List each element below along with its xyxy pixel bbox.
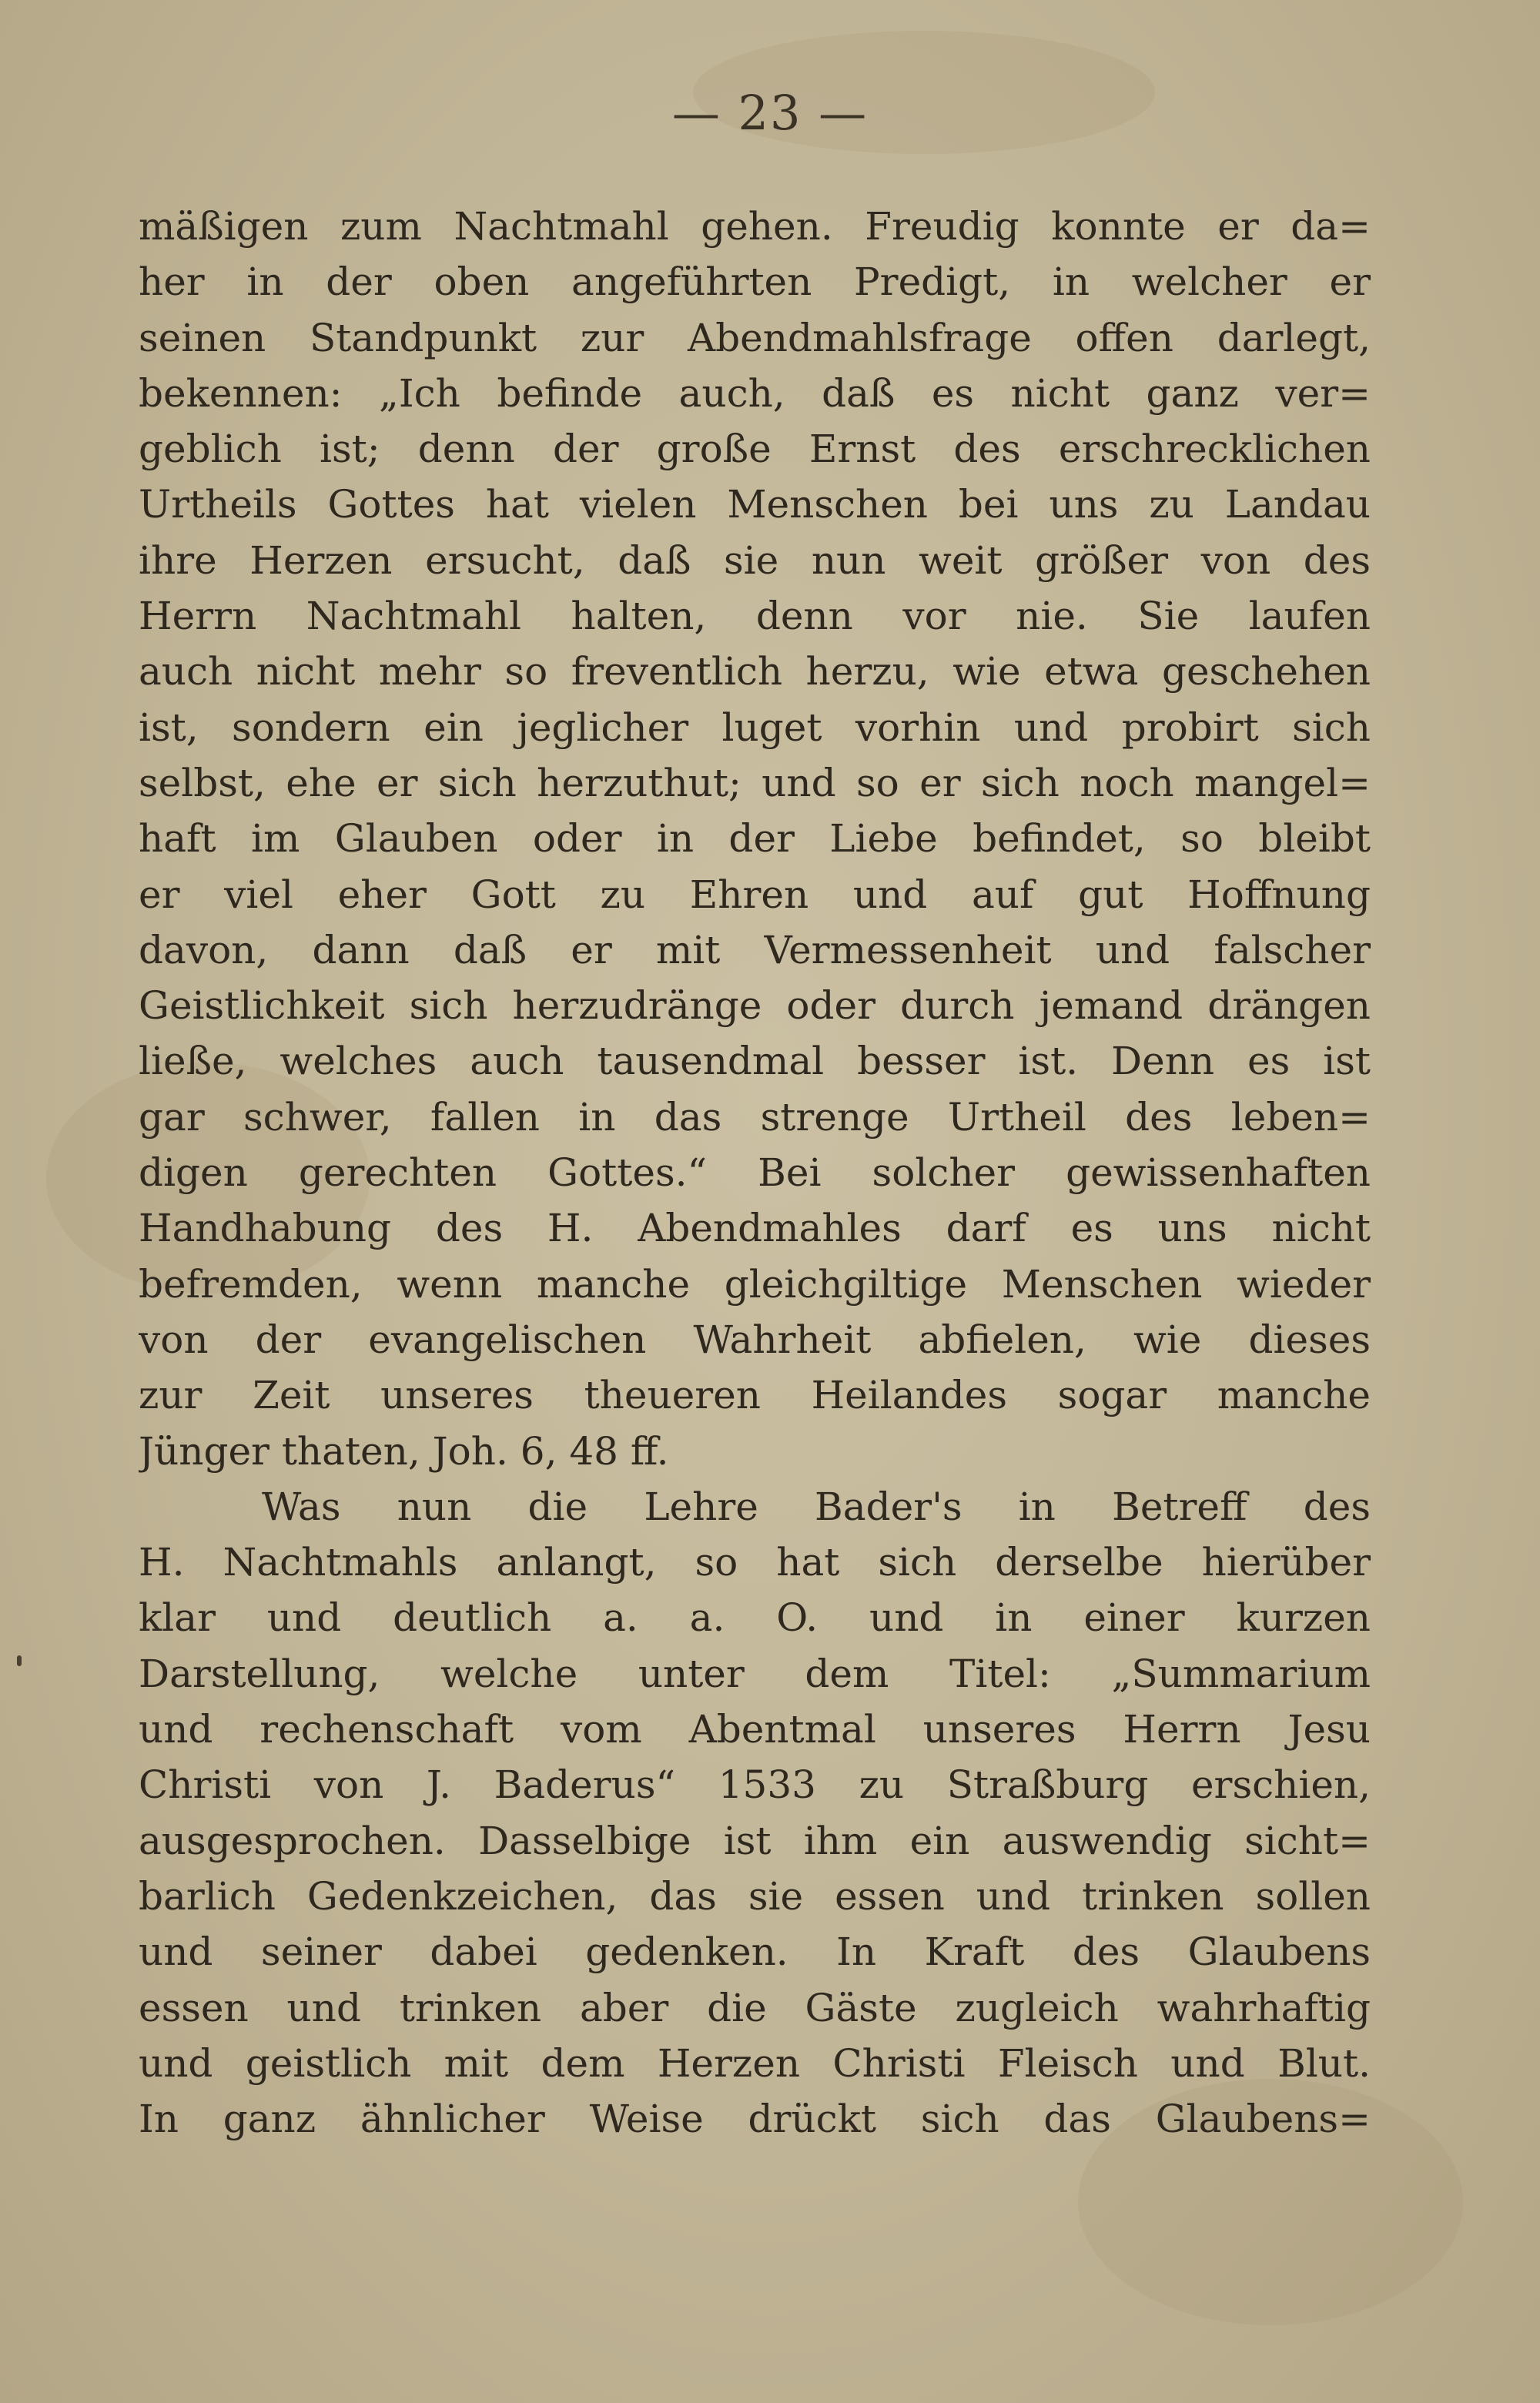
text-line: ihre Herzen ersucht, daß sie nun weit größer von des (139, 537, 1371, 583)
text-line: Christi von J. Baderus“ 1533 zu Straßburg erschien, (139, 1762, 1371, 1808)
text-line: mäßigen zum Nachtmahl gehen. Freudig konnte er da= (139, 204, 1371, 249)
text-line: digen gerechten Gottes.“ Bei solcher gewissenhaften (139, 1150, 1371, 1196)
text-line: Darstellung, welche unter dem Titel: „Summarium (139, 1651, 1371, 1696)
text-line: seinen Standpunkt zur Abendmahlsfrage offen darlegt, (139, 315, 1371, 360)
text-line: und seiner dabei gedenken. In Kraft des Glaubens (139, 1929, 1371, 1975)
text-line: ließe, welches auch tausendmal besser ist. Denn es ist (139, 1039, 1371, 1084)
text-line: und geistlich mit dem Herzen Christi Fleisch und Blut. (139, 2040, 1371, 2086)
text-line: klar und deutlich a. a. O. und in einer kurzen (139, 1595, 1371, 1641)
text-line: H. Nachtmahls anlangt, so hat sich derselbe hierüber (139, 1540, 1371, 1585)
text-line: her in der oben angeführten Predigt, in welcher er (139, 259, 1371, 305)
text-line: auch nicht mehr so freventlich herzu, wie etwa geschehen (139, 649, 1371, 694)
text-line: geblich ist; denn der große Ernst des erschrecklichen (139, 427, 1371, 472)
text-line: haft im Glauben oder in der Liebe befindet, so bleibt (139, 816, 1371, 862)
text-line: von der evangelischen Wahrheit abfielen, wie dieses (139, 1317, 1371, 1362)
text-line: Geistlichkeit sich herzudränge oder durch jemand drängen (139, 983, 1371, 1029)
text-line: selbst, ehe er sich herzuthut; und so er sich noch mangel= (139, 760, 1371, 805)
text-line: gar schwer, fallen in das strenge Urtheil des leben= (139, 1094, 1371, 1140)
body-text (139, 199, 1371, 2147)
text-line: ausgesprochen. Dasselbige ist ihm ein auswendig sicht= (139, 1818, 1371, 1863)
paragraph-start-line: Was nun die Lehre Bader's in Betreff des (262, 1484, 1371, 1529)
text-line: davon, dann daß er mit Vermessenheit und falscher (139, 927, 1371, 972)
text-line: Handhabung des H. Abendmahles darf es uns nicht (139, 1206, 1371, 1251)
page-number: — 23 — (671, 85, 869, 141)
text-line: barlich Gedenkzeichen, das sie essen und trinken sollen (139, 1873, 1371, 1919)
text-line: In ganz ähnlicher Weise drückt sich das Glaubens= (139, 2097, 1371, 2142)
text-line: essen und trinken aber die Gäste zugleich wahrhaftig (139, 1985, 1371, 2030)
paragraph-end-line: Jünger thaten, Joh. 6, 48 ff. (139, 1428, 669, 1474)
ink-speck (17, 1655, 22, 1666)
text-line: Urtheils Gottes hat vielen Menschen bei uns zu Landau (139, 482, 1371, 527)
text-line: bekennen: „Ich befinde auch, daß es nicht ganz ver= (139, 370, 1371, 416)
text-line: Herrn Nachtmahl halten, denn vor nie. Sie laufen (139, 594, 1371, 639)
text-line: zur Zeit unseres theueren Heilandes sogar manche (139, 1373, 1371, 1418)
text-line: er viel eher Gott zu Ehren und auf gut Hoffnung (139, 872, 1371, 917)
text-line: befremden, wenn manche gleichgiltige Menschen wieder (139, 1261, 1371, 1307)
text-line: ist, sondern ein jeglicher luget vorhin und probirt sich (139, 705, 1371, 750)
text-line: und rechenschaft vom Abentmal unseres Herrn Jesu (139, 1707, 1371, 1752)
